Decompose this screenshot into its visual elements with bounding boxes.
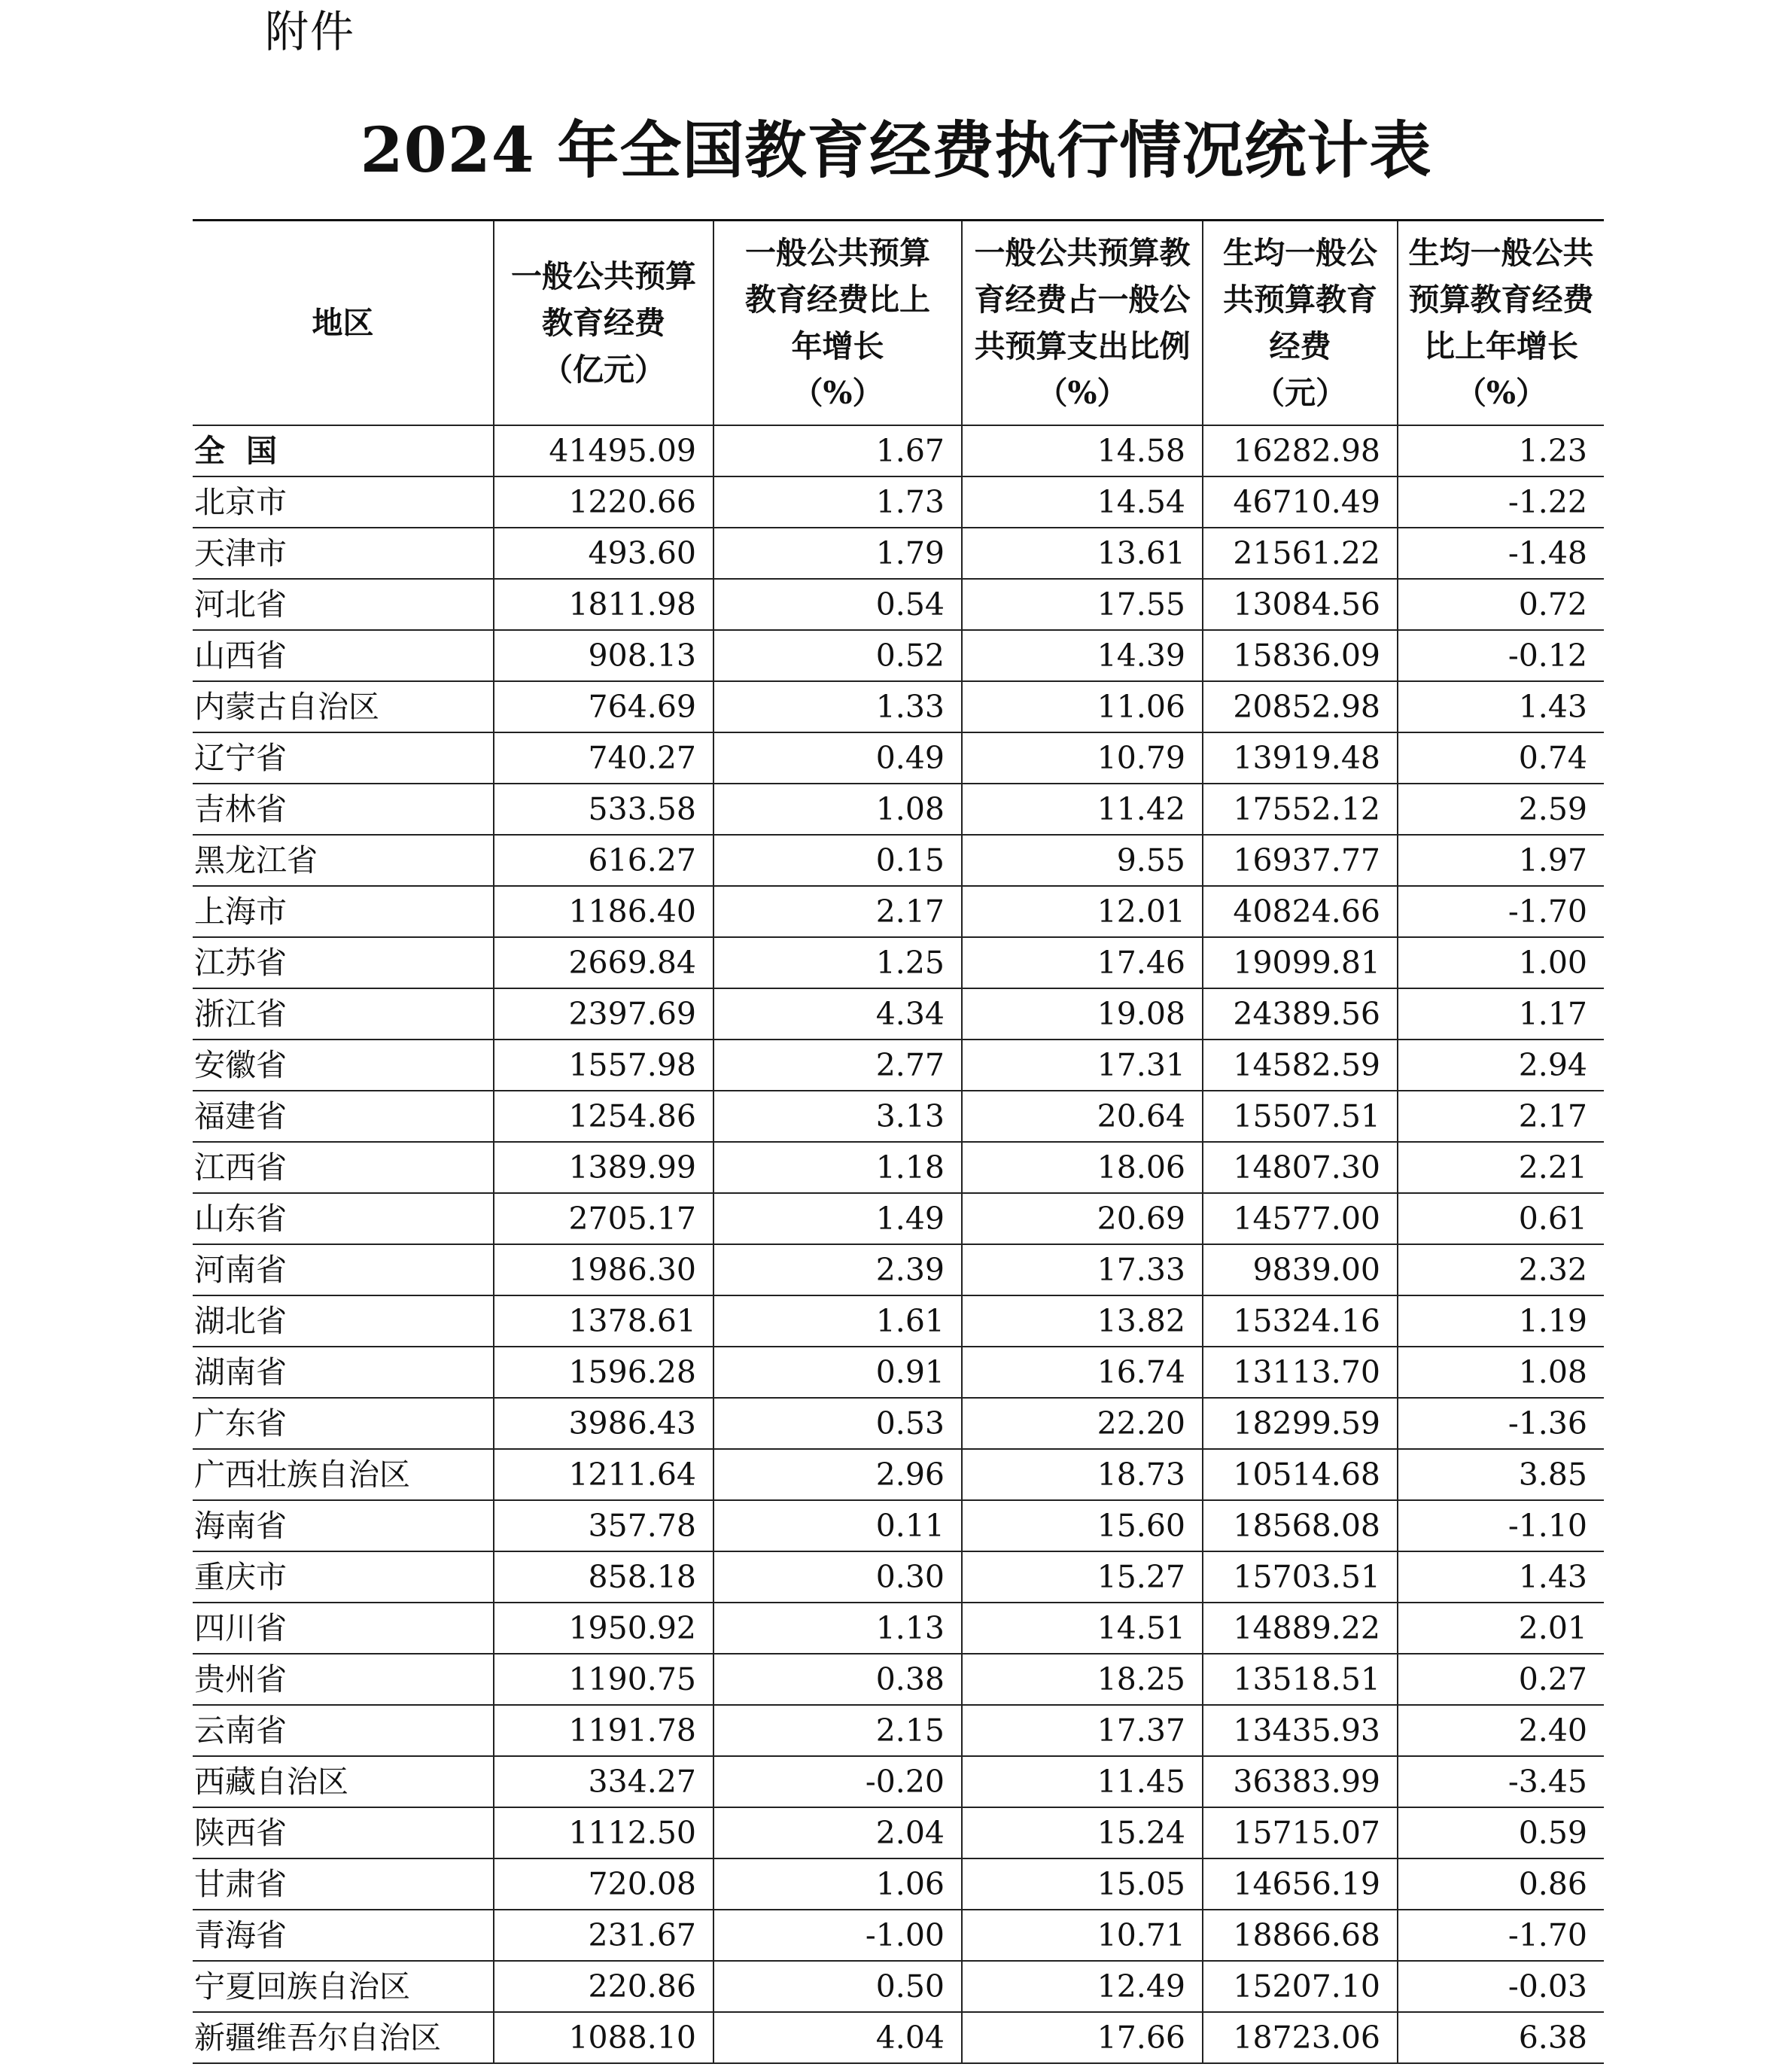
table-header-row — [193, 221, 1604, 426]
region-cell: 西藏自治区 — [193, 1756, 494, 1807]
region-cell: 北京市 — [193, 476, 494, 528]
value-cell: 1596.28 — [494, 1347, 713, 1398]
column-header-line: （%） — [1036, 375, 1128, 411]
value-cell: -1.22 — [1398, 476, 1604, 528]
value-cell: 3.13 — [713, 1091, 962, 1142]
value-cell: 2.96 — [713, 1449, 962, 1500]
value-cell: -1.36 — [1398, 1398, 1604, 1449]
value-cell: 357.78 — [494, 1500, 713, 1551]
page-title: 2024 年全国教育经费执行情况统计表 — [360, 114, 1432, 187]
value-cell: 20.64 — [962, 1091, 1203, 1142]
region-cell: 广西壮族自治区 — [193, 1449, 494, 1500]
column-header-1 — [494, 221, 713, 426]
value-cell: 46710.49 — [1203, 476, 1398, 528]
value-cell: 13919.48 — [1203, 732, 1398, 784]
table-row — [193, 1449, 1604, 1500]
value-cell: -1.48 — [1398, 528, 1604, 579]
value-cell: 15836.09 — [1203, 630, 1398, 681]
value-cell: 740.27 — [494, 732, 713, 784]
table-row — [193, 1705, 1604, 1756]
region-cell: 青海省 — [193, 1910, 494, 1961]
table-row — [193, 1500, 1604, 1551]
value-cell: 720.08 — [494, 1858, 713, 1910]
value-cell: 4.04 — [713, 2012, 962, 2063]
value-cell: 3.85 — [1398, 1449, 1604, 1500]
value-cell: 908.13 — [494, 630, 713, 681]
value-cell: 9.55 — [962, 835, 1203, 886]
table-row — [193, 425, 1604, 476]
column-header-line: 一般公共预算 — [511, 258, 696, 294]
value-cell: 12.49 — [962, 1961, 1203, 2012]
table-row — [193, 1756, 1604, 1807]
column-header-0 — [193, 221, 494, 426]
value-cell: 18.06 — [962, 1142, 1203, 1193]
value-cell: 1.43 — [1398, 1551, 1604, 1603]
value-cell: 15324.16 — [1203, 1295, 1398, 1347]
value-cell: 1.13 — [713, 1603, 962, 1654]
region-cell: 海南省 — [193, 1500, 494, 1551]
value-cell: 1389.99 — [494, 1142, 713, 1193]
value-cell: -1.00 — [713, 1910, 962, 1961]
value-cell: 1.25 — [713, 937, 962, 988]
column-header-line: 教育经费比上 — [745, 282, 930, 318]
value-cell: 231.67 — [494, 1910, 713, 1961]
region-cell: 黑龙江省 — [193, 835, 494, 886]
value-cell: 1.18 — [713, 1142, 962, 1193]
value-cell: 11.45 — [962, 1756, 1203, 1807]
value-cell: 533.58 — [494, 784, 713, 835]
table-row — [193, 835, 1604, 886]
table-row — [193, 988, 1604, 1040]
value-cell: 0.15 — [713, 835, 962, 886]
value-cell: 17.31 — [962, 1040, 1203, 1091]
value-cell: 4.34 — [713, 988, 962, 1040]
column-header-line: 共预算教育 — [1223, 282, 1377, 318]
value-cell: 17.55 — [962, 579, 1203, 630]
value-cell: 0.30 — [713, 1551, 962, 1603]
value-cell: 0.91 — [713, 1347, 962, 1398]
table-row — [193, 784, 1604, 835]
value-cell: 20852.98 — [1203, 681, 1398, 732]
value-cell: 1.00 — [1398, 937, 1604, 988]
column-header-line: （%） — [1456, 375, 1547, 411]
value-cell: 14.39 — [962, 630, 1203, 681]
column-header-line: 生均一般公共 — [1408, 235, 1594, 271]
region-cell: 甘肃省 — [193, 1858, 494, 1910]
value-cell: 17.33 — [962, 1244, 1203, 1295]
value-cell: 1112.50 — [494, 1807, 713, 1858]
value-cell: 1220.66 — [494, 476, 713, 528]
region-cell: 新疆维吾尔自治区 — [193, 2012, 494, 2063]
table-row — [193, 1142, 1604, 1193]
value-cell: 1986.30 — [494, 1244, 713, 1295]
value-cell: 0.38 — [713, 1654, 962, 1705]
value-cell: 764.69 — [494, 681, 713, 732]
attachment-label: 附件 — [265, 6, 356, 57]
value-cell: 15507.51 — [1203, 1091, 1398, 1142]
value-cell: 6.38 — [1398, 2012, 1604, 2063]
value-cell: 9839.00 — [1203, 1244, 1398, 1295]
column-header-line: 预算教育经费 — [1408, 282, 1594, 318]
value-cell: 19.08 — [962, 988, 1203, 1040]
value-cell: 0.72 — [1398, 579, 1604, 630]
value-cell: 14.54 — [962, 476, 1203, 528]
value-cell: 18723.06 — [1203, 2012, 1398, 2063]
value-cell: 18.25 — [962, 1654, 1203, 1705]
value-cell: 13435.93 — [1203, 1705, 1398, 1756]
value-cell: 17.37 — [962, 1705, 1203, 1756]
value-cell: 40824.66 — [1203, 886, 1398, 937]
value-cell: 2.17 — [1398, 1091, 1604, 1142]
value-cell: 1.08 — [1398, 1347, 1604, 1398]
table-row — [193, 1244, 1604, 1295]
value-cell: 21561.22 — [1203, 528, 1398, 579]
region-cell: 河北省 — [193, 579, 494, 630]
table-row — [193, 1910, 1604, 1961]
table-row — [193, 579, 1604, 630]
value-cell: 0.54 — [713, 579, 962, 630]
column-header-line: 育经费占一般公 — [974, 282, 1191, 318]
value-cell: 15.27 — [962, 1551, 1203, 1603]
table-row — [193, 1398, 1604, 1449]
table-row — [193, 1551, 1604, 1603]
column-header-line: 年增长 — [791, 328, 884, 364]
column-header-line: （%） — [792, 375, 884, 411]
column-header-line: （亿元） — [542, 352, 665, 388]
value-cell: 1.23 — [1398, 425, 1604, 476]
region-cell: 重庆市 — [193, 1551, 494, 1603]
value-cell: 19099.81 — [1203, 937, 1398, 988]
value-cell: 1.73 — [713, 476, 962, 528]
value-cell: 0.53 — [713, 1398, 962, 1449]
table-row — [193, 1091, 1604, 1142]
value-cell: 2669.84 — [494, 937, 713, 988]
value-cell: 0.61 — [1398, 1193, 1604, 1244]
value-cell: 17.66 — [962, 2012, 1203, 2063]
value-cell: 0.59 — [1398, 1807, 1604, 1858]
value-cell: 1.97 — [1398, 835, 1604, 886]
value-cell: 12.01 — [962, 886, 1203, 937]
value-cell: 0.27 — [1398, 1654, 1604, 1705]
value-cell: 14656.19 — [1203, 1858, 1398, 1910]
value-cell: 1.17 — [1398, 988, 1604, 1040]
value-cell: 0.50 — [713, 1961, 962, 2012]
value-cell: 20.69 — [962, 1193, 1203, 1244]
region-cell: 浙江省 — [193, 988, 494, 1040]
value-cell: 11.42 — [962, 784, 1203, 835]
region-cell: 内蒙古自治区 — [193, 681, 494, 732]
value-cell: 1.43 — [1398, 681, 1604, 732]
column-header-3 — [962, 221, 1203, 426]
value-cell: 13113.70 — [1203, 1347, 1398, 1398]
table-row — [193, 886, 1604, 937]
value-cell: -3.45 — [1398, 1756, 1604, 1807]
column-header-5 — [1398, 221, 1604, 426]
value-cell: 0.11 — [713, 1500, 962, 1551]
value-cell: 493.60 — [494, 528, 713, 579]
value-cell: 1.49 — [713, 1193, 962, 1244]
value-cell: 1.79 — [713, 528, 962, 579]
column-header-line: 一般公共预算教 — [974, 235, 1191, 271]
value-cell: -1.70 — [1398, 886, 1604, 937]
value-cell: 1.19 — [1398, 1295, 1604, 1347]
column-header-line: 共预算支出比例 — [974, 328, 1191, 364]
value-cell: 24389.56 — [1203, 988, 1398, 1040]
table-row — [193, 476, 1604, 528]
value-cell: 1378.61 — [494, 1295, 713, 1347]
region-cell: 江西省 — [193, 1142, 494, 1193]
region-cell: 宁夏回族自治区 — [193, 1961, 494, 2012]
column-header-line: 地区 — [312, 305, 374, 341]
value-cell: 2.39 — [713, 1244, 962, 1295]
table-row — [193, 1807, 1604, 1858]
value-cell: 15.05 — [962, 1858, 1203, 1910]
region-cell: 福建省 — [193, 1091, 494, 1142]
value-cell: 15715.07 — [1203, 1807, 1398, 1858]
table-row — [193, 1961, 1604, 2012]
region-cell: 山西省 — [193, 630, 494, 681]
value-cell: 2705.17 — [494, 1193, 713, 1244]
value-cell: 10514.68 — [1203, 1449, 1398, 1500]
value-cell: 0.49 — [713, 732, 962, 784]
region-cell: 陕西省 — [193, 1807, 494, 1858]
region-cell: 湖北省 — [193, 1295, 494, 1347]
value-cell: 11.06 — [962, 681, 1203, 732]
region-cell: 安徽省 — [193, 1040, 494, 1091]
value-cell: 2.32 — [1398, 1244, 1604, 1295]
column-header-line: 经费 — [1269, 328, 1331, 364]
value-cell: 1190.75 — [494, 1654, 713, 1705]
value-cell: 334.27 — [494, 1756, 713, 1807]
value-cell: -0.20 — [713, 1756, 962, 1807]
value-cell: 15.60 — [962, 1500, 1203, 1551]
region-cell: 湖南省 — [193, 1347, 494, 1398]
value-cell: 18.73 — [962, 1449, 1203, 1500]
value-cell: 1.08 — [713, 784, 962, 835]
value-cell: 1088.10 — [494, 2012, 713, 2063]
value-cell: 1191.78 — [494, 1705, 713, 1756]
value-cell: 1.67 — [713, 425, 962, 476]
value-cell: 2.04 — [713, 1807, 962, 1858]
table-row — [193, 2012, 1604, 2063]
table-row — [193, 630, 1604, 681]
region-cell: 山东省 — [193, 1193, 494, 1244]
value-cell: 13.82 — [962, 1295, 1203, 1347]
value-cell: 13084.56 — [1203, 579, 1398, 630]
value-cell: 10.79 — [962, 732, 1203, 784]
table-row — [193, 1193, 1604, 1244]
value-cell: 18866.68 — [1203, 1910, 1398, 1961]
table-row — [193, 937, 1604, 988]
region-cell: 四川省 — [193, 1603, 494, 1654]
region-cell: 吉林省 — [193, 784, 494, 835]
column-header-4 — [1203, 221, 1398, 426]
value-cell: 2.17 — [713, 886, 962, 937]
value-cell: 2.94 — [1398, 1040, 1604, 1091]
value-cell: 13.61 — [962, 528, 1203, 579]
table-row — [193, 681, 1604, 732]
region-cell: 广东省 — [193, 1398, 494, 1449]
table-row — [193, 732, 1604, 784]
value-cell: 2397.69 — [494, 988, 713, 1040]
column-header-line: 教育经费 — [542, 305, 665, 341]
value-cell: 2.40 — [1398, 1705, 1604, 1756]
column-header-line: 比上年增长 — [1424, 328, 1578, 364]
column-header-line: （元） — [1254, 375, 1346, 411]
value-cell: 14577.00 — [1203, 1193, 1398, 1244]
value-cell: 10.71 — [962, 1910, 1203, 1961]
value-cell: 2.59 — [1398, 784, 1604, 835]
value-cell: 16937.77 — [1203, 835, 1398, 886]
value-cell: 1186.40 — [494, 886, 713, 937]
value-cell: -1.70 — [1398, 1910, 1604, 1961]
education-funding-table — [193, 219, 1604, 2064]
value-cell: 2.21 — [1398, 1142, 1604, 1193]
table-row — [193, 528, 1604, 579]
value-cell: 14582.59 — [1203, 1040, 1398, 1091]
value-cell: 13518.51 — [1203, 1654, 1398, 1705]
region-cell: 江苏省 — [193, 937, 494, 988]
value-cell: 14.58 — [962, 425, 1203, 476]
table-row — [193, 1040, 1604, 1091]
table-body — [193, 425, 1604, 2063]
value-cell: 18568.08 — [1203, 1500, 1398, 1551]
region-cell: 河南省 — [193, 1244, 494, 1295]
value-cell: 15703.51 — [1203, 1551, 1398, 1603]
value-cell: 616.27 — [494, 835, 713, 886]
value-cell: 2.01 — [1398, 1603, 1604, 1654]
value-cell: 17.46 — [962, 937, 1203, 988]
value-cell: 14.51 — [962, 1603, 1203, 1654]
column-header-line: 生均一般公 — [1223, 235, 1377, 271]
table-row — [193, 1603, 1604, 1654]
value-cell: 16.74 — [962, 1347, 1203, 1398]
value-cell: 15207.10 — [1203, 1961, 1398, 2012]
value-cell: -0.03 — [1398, 1961, 1604, 2012]
table-row — [193, 1858, 1604, 1910]
value-cell: 1.61 — [713, 1295, 962, 1347]
value-cell: 41495.09 — [494, 425, 713, 476]
value-cell: -1.10 — [1398, 1500, 1604, 1551]
value-cell: 17552.12 — [1203, 784, 1398, 835]
table-row — [193, 1347, 1604, 1398]
value-cell: 2.77 — [713, 1040, 962, 1091]
table-row — [193, 1654, 1604, 1705]
value-cell: 1811.98 — [494, 579, 713, 630]
value-cell: 14889.22 — [1203, 1603, 1398, 1654]
value-cell: 36383.99 — [1203, 1756, 1398, 1807]
value-cell: 0.74 — [1398, 732, 1604, 784]
value-cell: 2.15 — [713, 1705, 962, 1756]
value-cell: -0.12 — [1398, 630, 1604, 681]
value-cell: 16282.98 — [1203, 425, 1398, 476]
value-cell: 1.06 — [713, 1858, 962, 1910]
value-cell: 1950.92 — [494, 1603, 713, 1654]
value-cell: 220.86 — [494, 1961, 713, 2012]
region-cell: 贵州省 — [193, 1654, 494, 1705]
value-cell: 858.18 — [494, 1551, 713, 1603]
value-cell: 3986.43 — [494, 1398, 713, 1449]
value-cell: 1.33 — [713, 681, 962, 732]
value-cell: 14807.30 — [1203, 1142, 1398, 1193]
region-cell: 天津市 — [193, 528, 494, 579]
value-cell: 1254.86 — [494, 1091, 713, 1142]
value-cell: 1557.98 — [494, 1040, 713, 1091]
value-cell: 18299.59 — [1203, 1398, 1398, 1449]
region-cell: 全国 — [193, 425, 494, 476]
column-header-2 — [713, 221, 962, 426]
value-cell: 0.52 — [713, 630, 962, 681]
region-cell: 上海市 — [193, 886, 494, 937]
value-cell: 0.86 — [1398, 1858, 1604, 1910]
table-row — [193, 1295, 1604, 1347]
region-cell: 辽宁省 — [193, 732, 494, 784]
value-cell: 22.20 — [962, 1398, 1203, 1449]
value-cell: 1211.64 — [494, 1449, 713, 1500]
region-cell: 云南省 — [193, 1705, 494, 1756]
value-cell: 15.24 — [962, 1807, 1203, 1858]
column-header-line: 一般公共预算 — [745, 235, 930, 271]
